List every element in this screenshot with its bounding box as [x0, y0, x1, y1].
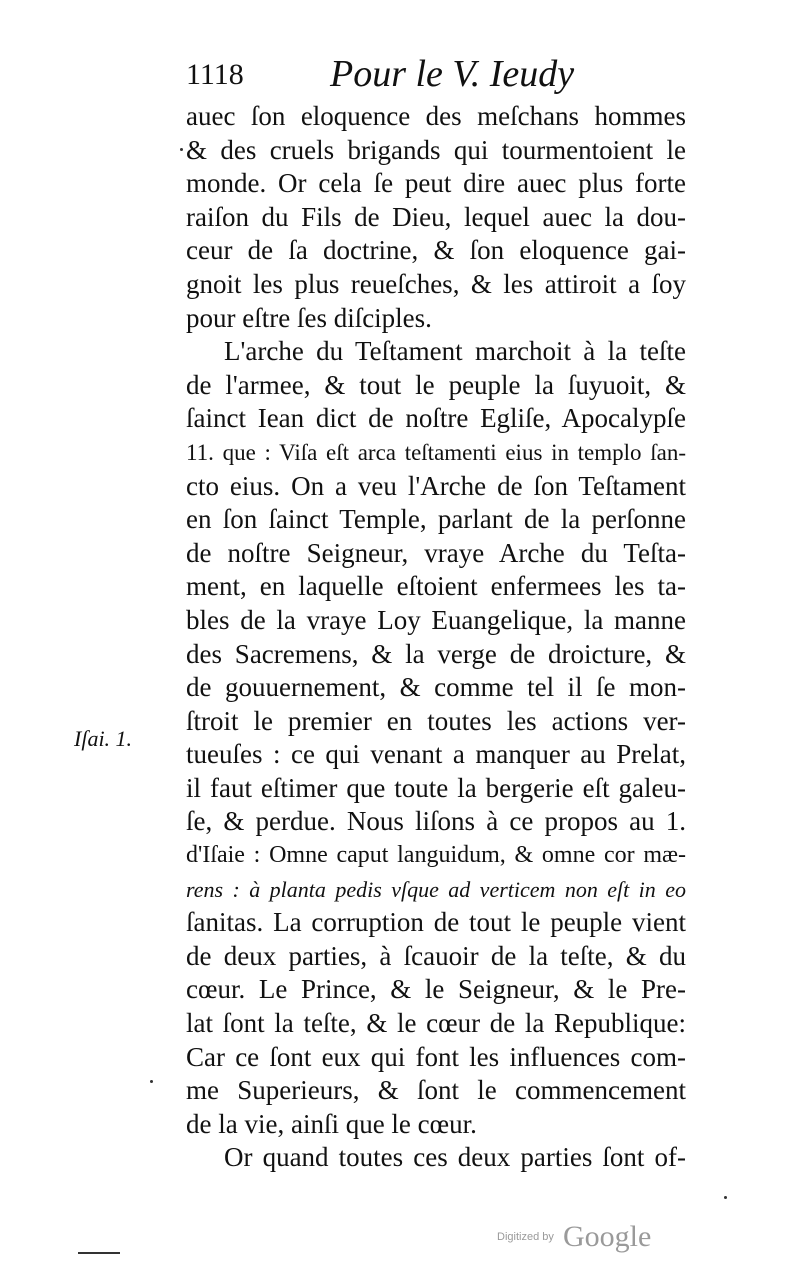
text-line: cœur. Le Prince, & le Seigneur, & le Pre- — [186, 974, 686, 1005]
text-line: 11. que : Viſa eſt arca teſtamenti eius in templo ſan- — [186, 439, 686, 465]
text-line: tueuſes : ce qui venant a manquer au Prelat, — [186, 739, 686, 770]
text-line: raiſon du Fils de Dieu, lequel auec la dou- — [186, 201, 686, 232]
text-line: d'Iſaie : Omne caput languidum, & omne cor mæ- — [186, 842, 686, 869]
watermark-prefix: Digitized by — [497, 1231, 554, 1243]
text-line: de la vie, ainſi que le cœur. — [186, 1108, 477, 1139]
text-line: & des cruels brigands qui tourmentoient le — [186, 134, 686, 165]
margin-note: Iſai. 1. — [74, 726, 133, 751]
page-header — [186, 52, 686, 102]
text-line: ſainct Iean dict de noſtre Egliſe, Apocalypſe — [186, 403, 686, 434]
text-line: des Sacremens, & la verge de droicture, & — [186, 638, 686, 669]
body-text — [186, 100, 686, 1175]
page-number: 1118 — [186, 58, 244, 91]
text-line: ſe, & perdue. Nous liſons à ce propos au 1. — [186, 806, 686, 837]
text-line: de l'armee, & tout le peuple la ſuyuoit, & — [186, 369, 686, 400]
text-line: Or quand toutes ces deux parties ſont of- — [224, 1142, 686, 1173]
text-line: pour eſtre ſes diſciples. — [186, 302, 432, 333]
text-line: en ſon ſainct Temple, parlant de la perſonne — [186, 504, 686, 535]
scan-speck — [180, 148, 183, 151]
text-line: rens : à planta pedis vſque ad verticem non eſt in eo — [186, 876, 686, 902]
watermark-brand: Google — [562, 1220, 652, 1253]
text-line: lat ſont la teſte, & le cœur de la Republique: — [186, 1008, 686, 1039]
text-line: il faut eſtimer que toute la bergerie eſt galeu- — [186, 772, 686, 803]
text-line: Car ce ſont eux qui font les influences com- — [186, 1041, 686, 1072]
text-line: ſtroit le premier en toutes les actions ver- — [186, 705, 686, 736]
running-title: Pour le V. Ieudy — [330, 53, 575, 95]
google-watermark — [497, 1220, 651, 1254]
text-line: de deux parties, à ſcauoir de la teſte, & du — [186, 940, 686, 971]
text-line: de noſtre Seigneur, vraye Arche du Teſta- — [186, 537, 686, 568]
text-line: cto eius. On a veu l'Arche de ſon Teſtament — [186, 470, 686, 501]
text-line: monde. Or cela ſe peut dire auec plus forte — [186, 168, 686, 199]
text-line: L'arche du Teſtament marchoit à la teſte — [224, 336, 686, 367]
scan-mark — [78, 1252, 120, 1254]
text-line: ment, en laquelle eſtoient enfermees les ta- — [186, 571, 686, 602]
text-line: ſanitas. La corruption de tout le peuple vient — [186, 907, 686, 938]
scan-speck — [724, 1196, 727, 1199]
text-line: me Superieurs, & ſont le commencement — [186, 1075, 686, 1106]
text-line: ceur de ſa doctrine, & ſon eloquence gai- — [186, 235, 686, 266]
text-line: de gouuernement, & comme tel il ſe mon- — [186, 672, 686, 703]
text-line: auec ſon eloquence des meſchans hommes — [186, 101, 686, 131]
text-line: gnoit les plus reueſches, & les attiroit a ſoy — [186, 268, 686, 299]
text-line: bles de la vraye Loy Euangelique, la manne — [186, 604, 686, 635]
scan-speck — [150, 1080, 153, 1083]
